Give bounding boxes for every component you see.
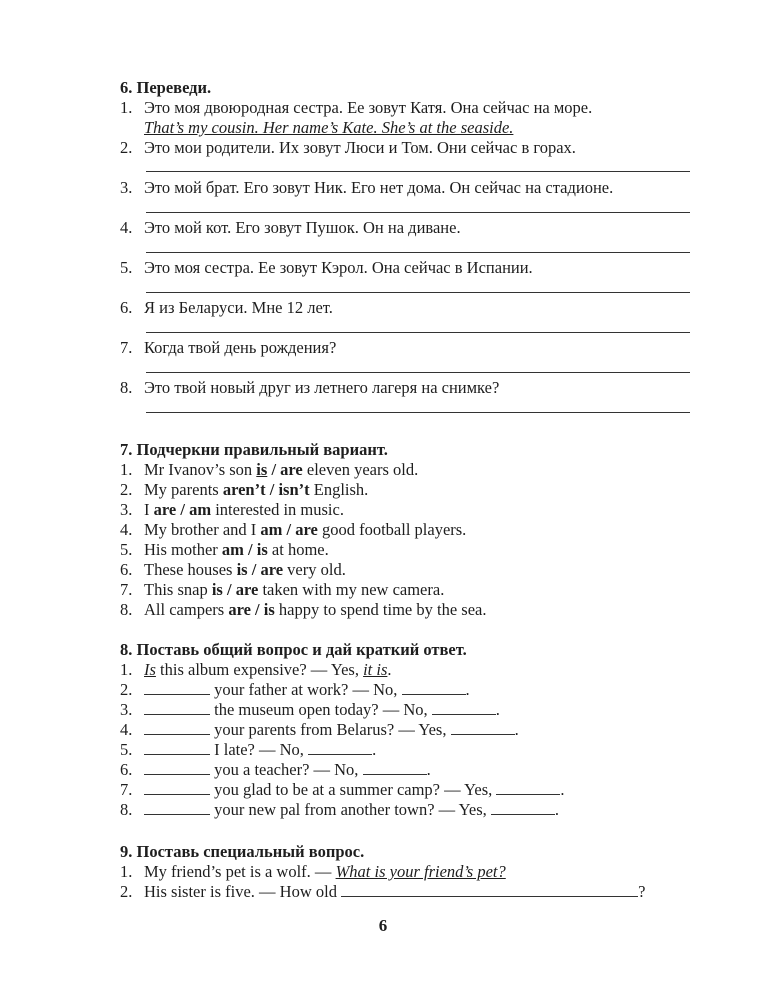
item-number: 1.: [120, 98, 133, 117]
item-number: 4.: [120, 218, 133, 237]
option-2[interactable]: is: [256, 540, 268, 559]
item-text: [144, 560, 346, 580]
question-text: the museum open today? — No,: [210, 700, 432, 719]
item-number: 3.: [120, 700, 133, 719]
item-text: [144, 700, 500, 720]
item-text: Когда твой день рождения?: [144, 338, 337, 357]
short-answer-blank[interactable]: [402, 680, 466, 695]
full-stop: .: [495, 700, 500, 719]
item-text: [144, 520, 466, 540]
item-number: 7.: [120, 338, 133, 357]
sample-answer: That’s my cousin. Her name’s Kate. She’s at the seaside.: [144, 118, 514, 137]
option-separator: /: [250, 600, 264, 619]
question-text: you glad to be at a summer camp? — Yes,: [210, 780, 497, 799]
verb-blank[interactable]: [144, 740, 210, 755]
item-number: 2.: [120, 882, 133, 901]
item-number: 6.: [120, 298, 133, 317]
exercise-8: [120, 640, 720, 820]
question-text: His sister is five. — How old: [144, 882, 342, 901]
ex6-item-2: [120, 138, 720, 158]
full-stop: .: [560, 780, 565, 799]
option-1[interactable]: am: [260, 520, 283, 539]
sample-short-answer: it is: [363, 660, 388, 679]
sample-answer: What is your friend’s pet?: [335, 862, 506, 881]
item-text: [144, 740, 376, 760]
item-text: [144, 720, 519, 740]
exercise-7: [120, 440, 720, 620]
item-text: [144, 480, 368, 500]
verb-blank[interactable]: [144, 720, 210, 735]
question-text: your new pal from another town? — Yes,: [210, 800, 491, 819]
item-text: Это мой брат. Его зовут Ник. Его нет дома. Он сейчас на стадионе.: [144, 178, 614, 197]
ex8-item-5: [120, 740, 720, 760]
ex7-item-4: [120, 520, 720, 540]
ex8-item-4: [120, 720, 720, 740]
verb-blank[interactable]: [144, 800, 210, 815]
item-number: 1.: [120, 862, 133, 881]
sentence-end: at home.: [267, 540, 329, 559]
verb-blank[interactable]: [144, 760, 210, 775]
ex7-item-8: [120, 600, 720, 620]
sentence-start: Mr Ivanov’s son: [144, 460, 257, 479]
answer-line[interactable]: [146, 292, 690, 293]
verb-blank[interactable]: [144, 780, 210, 795]
option-1[interactable]: is: [256, 460, 268, 479]
exercise-6-title: 6. Переведи.: [120, 78, 212, 97]
option-separator: /: [282, 520, 296, 539]
ex9-item-1: [120, 862, 720, 882]
option-separator: /: [265, 480, 279, 499]
item-text: Это моя сестра. Ее зовут Кэрол. Она сейчас в Испании.: [144, 258, 533, 277]
item-text: Это мои родители. Их зовут Люси и Том. Они сейчас в горах.: [144, 138, 576, 157]
sentence-start: His mother: [144, 540, 222, 559]
sentence-start: My parents: [144, 480, 223, 499]
sentence-start: This snap: [144, 580, 212, 599]
item-text: [144, 500, 344, 520]
question-text: you a teacher? — No,: [210, 760, 363, 779]
option-separator: /: [176, 500, 190, 519]
item-number: 2.: [120, 480, 133, 499]
option-2[interactable]: are: [260, 560, 284, 579]
page-number: 6: [378, 916, 388, 935]
ex8-item-8: [120, 800, 720, 820]
sentence-end: eleven years old.: [302, 460, 419, 479]
sentence-end: interested in music.: [211, 500, 344, 519]
option-1[interactable]: aren’t: [222, 480, 266, 499]
option-2[interactable]: isn’t: [278, 480, 310, 499]
item-number: 2.: [120, 138, 133, 157]
item-number: 3.: [120, 178, 133, 197]
full-stop: .: [465, 680, 470, 699]
full-stop: .: [426, 760, 431, 779]
exercise-7-title: 7. Подчеркни правильный вариант.: [120, 440, 388, 459]
question-text: this album expensive? — Yes,: [155, 660, 364, 679]
ex9-item-2: [120, 882, 720, 902]
ex7-item-6: [120, 560, 720, 580]
item-text: [144, 882, 645, 902]
ex7-item-1: [120, 460, 720, 480]
short-answer-blank[interactable]: [496, 780, 560, 795]
item-number: 4.: [120, 720, 133, 739]
ex8-item-7: [120, 780, 720, 800]
item-text: [144, 780, 565, 800]
answer-line[interactable]: [146, 171, 690, 172]
item-text: [144, 862, 506, 882]
option-2[interactable]: are: [280, 460, 303, 479]
sample-verb: Is: [144, 660, 156, 679]
full-stop: .: [372, 740, 377, 759]
item-number: 6.: [120, 560, 133, 579]
option-2[interactable]: are: [295, 520, 318, 539]
option-separator: /: [243, 540, 257, 559]
ex6-item-7: [120, 338, 720, 358]
verb-blank[interactable]: [144, 700, 210, 715]
item-number: 7.: [120, 580, 133, 599]
item-text: [144, 540, 329, 560]
option-separator: /: [267, 460, 281, 479]
item-text: [144, 600, 487, 620]
item-text: Это моя двоюродная сестра. Ее зовут Катя. Она сейчас на море.: [144, 98, 593, 117]
verb-blank[interactable]: [144, 680, 210, 695]
sentence-start: I: [144, 500, 154, 519]
question-text: your parents from Belarus? — Yes,: [210, 720, 451, 739]
item-number: 8.: [120, 378, 133, 397]
ex6-item-1: [120, 98, 720, 138]
answer-line[interactable]: [146, 372, 690, 373]
short-answer-blank[interactable]: [363, 760, 427, 775]
item-number: 5.: [120, 540, 133, 559]
item-text: [144, 760, 431, 780]
option-1[interactable]: are: [153, 500, 177, 519]
exercise-8-title: 8. Поставь общий вопрос и дай краткий ответ.: [120, 640, 467, 659]
ex6-item-8: [120, 378, 720, 398]
short-answer-blank[interactable]: [308, 740, 372, 755]
answer-line[interactable]: [146, 332, 690, 333]
exercise-9: [120, 842, 720, 902]
answer-line[interactable]: [146, 412, 690, 413]
option-2[interactable]: am: [189, 500, 212, 519]
ex6-item-3: [120, 178, 720, 198]
item-number: 1.: [120, 660, 133, 679]
ex8-item-1: [120, 660, 720, 680]
ex8-item-6: [120, 760, 720, 780]
ex6-item-4: [120, 218, 720, 238]
full-stop: .: [554, 800, 560, 819]
ex8-item-3: [120, 700, 720, 720]
short-answer-blank[interactable]: [451, 720, 515, 735]
item-number: 6.: [120, 760, 133, 779]
sentence-end: good football players.: [317, 520, 467, 539]
item-number: 8.: [120, 600, 133, 619]
option-2[interactable]: is: [263, 600, 275, 619]
question-text: My friend’s pet is a wolf. —: [144, 862, 336, 881]
ex8-item-2: [120, 680, 720, 700]
sentence-end: very old.: [283, 560, 346, 579]
sentence-start: All campers: [144, 600, 229, 619]
ex7-item-2: [120, 480, 720, 500]
item-text: Это мой кот. Его зовут Пушок. Он на диване.: [144, 218, 461, 237]
item-text: [144, 800, 559, 820]
item-text: Это твой новый друг из летнего лагеря на снимке?: [144, 378, 500, 397]
sentence-end: taken with my new camera.: [258, 580, 445, 599]
item-text: [144, 680, 470, 700]
sentence-end: happy to spend time by the sea.: [274, 600, 487, 619]
item-number: 7.: [120, 780, 133, 799]
sentence-start: My brother and I: [144, 520, 261, 539]
ex7-item-7: [120, 580, 720, 600]
option-1[interactable]: am: [221, 540, 244, 559]
full-stop: .: [387, 660, 392, 679]
sentence-end: English.: [309, 480, 369, 499]
option-2[interactable]: are: [235, 580, 259, 599]
question-mark: ?: [638, 882, 646, 901]
item-number: 5.: [120, 740, 133, 759]
item-number: 5.: [120, 258, 133, 277]
exercise-9-title: 9. Поставь специальный вопрос.: [120, 842, 365, 861]
item-number: 8.: [120, 800, 133, 819]
question-text: I late? — No,: [210, 740, 309, 759]
exercise-6: [120, 78, 720, 98]
answer-blank[interactable]: [341, 882, 638, 897]
short-answer-blank[interactable]: [491, 800, 555, 815]
option-separator: /: [222, 580, 236, 599]
short-answer-blank[interactable]: [432, 700, 496, 715]
ex7-item-3: [120, 500, 720, 520]
ex6-item-5: [120, 258, 720, 278]
option-1[interactable]: are: [228, 600, 251, 619]
item-number: 4.: [120, 520, 133, 539]
full-stop: .: [514, 720, 519, 739]
item-text: Я из Беларуси. Мне 12 лет.: [144, 298, 333, 317]
option-1[interactable]: is: [211, 580, 223, 599]
item-text: [144, 460, 418, 480]
option-separator: /: [247, 560, 261, 579]
item-number: 3.: [120, 500, 133, 519]
item-number: 1.: [120, 460, 133, 479]
item-text: [144, 580, 444, 600]
question-text: your father at work? — No,: [210, 680, 402, 699]
option-1[interactable]: is: [236, 560, 248, 579]
answer-line[interactable]: [146, 252, 690, 253]
ex6-item-6: [120, 298, 720, 318]
sentence-start: These houses: [144, 560, 237, 579]
item-text: [144, 660, 392, 680]
ex7-item-5: [120, 540, 720, 560]
item-number: 2.: [120, 680, 133, 699]
answer-line[interactable]: [146, 212, 690, 213]
